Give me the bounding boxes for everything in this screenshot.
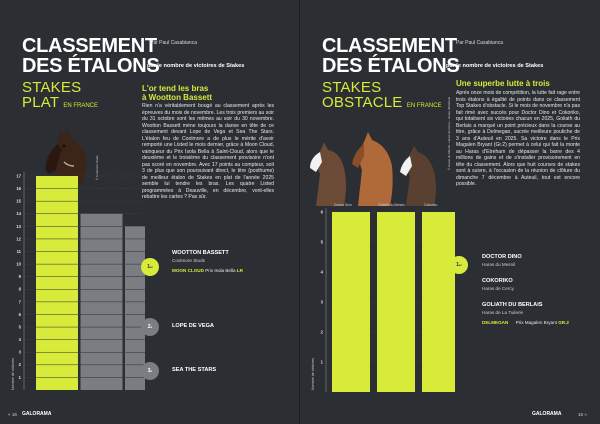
page-num-value: 15 <box>578 412 584 417</box>
footer-brand: GALORAMA <box>532 411 562 417</box>
photo-label-2: Goliath du Berlais <box>378 203 405 207</box>
category-suffix: EN FRANCE <box>63 103 98 109</box>
page-title <box>22 36 159 76</box>
rank-number: 1 <box>147 264 150 270</box>
entry-win-1 <box>172 268 243 273</box>
y-tick-label: 4 <box>18 337 21 343</box>
page-num-value: 16 <box>11 412 17 417</box>
category-label <box>22 80 98 114</box>
rank-badge-1 <box>141 258 159 276</box>
entry-name-1: WOOTTON BASSETT <box>172 250 229 256</box>
category-label <box>322 80 442 114</box>
rank-badge-1 <box>450 256 468 274</box>
subtitle: par le nombre de victoires de Stakes <box>446 63 544 69</box>
horses-group-icon <box>306 122 452 206</box>
y-tick-label: 11 <box>16 248 21 254</box>
y-tick-label: 6 <box>18 311 21 317</box>
title-line-2: DES ÉTALONS <box>22 55 160 77</box>
footer-brand: GALORAMA <box>22 411 52 417</box>
entry-name-3: GOLIATH DU BERLAIS <box>482 302 543 308</box>
entry-stud-3: Haras de La Tuilerie <box>482 310 524 315</box>
category-suffix: EN FRANCE <box>406 103 442 109</box>
entry-name-2: LOPE DE VEGA <box>172 323 214 329</box>
y-tick-label: 4 <box>320 269 323 275</box>
right-page <box>300 0 600 424</box>
win-grade: GR.2 <box>558 320 569 325</box>
headline-line-2: à Wootton Bassett <box>142 92 213 102</box>
win-race: Prix Isola Bella <box>205 268 236 273</box>
entry-stud-2: Haras de Cercy <box>482 286 514 291</box>
bar-goliath-du-berlais <box>422 212 455 392</box>
rank-suffix: e <box>150 369 153 373</box>
y-axis-label: Nombre de victoires <box>11 358 15 390</box>
subtitle: par le nombre de victoires de Stakes <box>147 63 245 69</box>
y-tick-label: 6 <box>320 209 323 215</box>
win-horse: DELMEGAN <box>482 320 509 325</box>
y-tick-label: 9 <box>18 274 21 280</box>
title-line-1: CLASSEMENT <box>322 35 457 57</box>
headline <box>142 85 212 102</box>
byline: Par Paul Casabianca <box>150 40 197 46</box>
horses-photo <box>306 122 452 206</box>
category-line-1: STAKES <box>322 79 382 96</box>
rank-number: 1 <box>456 262 459 268</box>
bar-doctor-dino <box>332 212 370 392</box>
y-tick-label: 2 <box>18 362 21 368</box>
category-line-2: PLAT <box>22 94 59 111</box>
y-tick-label: 7 <box>18 299 21 305</box>
bar-cokoriko <box>377 212 415 392</box>
y-tick-label: 13 <box>16 223 21 229</box>
rank-number: 3 <box>147 368 151 374</box>
y-axis-label: Nombre de victoires <box>311 358 315 390</box>
y-tick-label: 1 <box>320 359 323 365</box>
y-tick-label: 12 <box>16 236 21 242</box>
rank-suffix: er <box>149 265 153 269</box>
article-body: Rien n'a véritablement bougé au classement après les épreuves du mois de novembre. Les trois premiers au soir du 31 octobre sont les mêmes au soir du 30 novembre. Wootton Bassett mène toujours la danse en tête de ce classement devant Lope de Vega et Sea The Stars. L'étalon feu de Coolmore a de plus le mérite d'avoir remporté une Listed le mois dernier, grâce à Moon Cloud, vainqueur du Prix Isola Bella à Saint-Cloud, alors que le deuxième et le troisième du classement provisoire n'ont pas scoré en novembre. Avec 17 points au compteur, soit 3 de plus que son poursuivant direct, le titre (posthume) de meilleur étalon de Stakes en plat de l'année 2025 semble lui tendre les bras. Les quatre Listed programmées à Deauville, en décembre, vont-elles rebattre les cartes ? Pas sûr. <box>142 103 274 200</box>
category-line-2: OBSTACLE <box>322 94 403 111</box>
rank-number: 2 <box>147 324 151 330</box>
rank-badge-3 <box>141 362 159 380</box>
entry-name-3: SEA THE STARS <box>172 367 217 373</box>
title-line-2: DES ÉTALONS <box>322 55 460 77</box>
entry-stud-1: Coolmore Studs <box>172 258 205 263</box>
stakes-plat-chart <box>10 168 145 393</box>
y-tick-label: 14 <box>16 211 21 217</box>
article-body: Après onze mois de compétition, la lutte fait rage entre trois étalons à égalité de points dans ce classement Top Stakes d'obstacle. Si le mois de novembre n'a pas fait rimé avec succès pour Doctor Dino et Cokoriko, qui totalisent six victoires chacun en 2025, Goliath du Berlais a marqué un point précieux dans la course au titre, grâce à Delmegan, sacrée meilleure pouliche de 3 ans d'Auteuil en 2025. Sa victoire dans le Prix Magalen Bryant (Gr.2) permet à celui qui fait la monte au Haras d'Etreham de dépasser la barre des 4 millions de gains et de s'installer provisoirement en tête du classement. Alors que huit courses de stakes sont à suivre, à l'occasion de la réunion de clôture du dimanche 7 décembre à Auteuil, tout est encore possible. <box>456 90 580 187</box>
category-line-1: STAKES <box>22 79 82 96</box>
entry-win-3 <box>482 320 569 325</box>
y-tick-label: 3 <box>320 299 323 305</box>
bar-wootton-bassett <box>36 176 78 390</box>
page-number: « 16 <box>8 412 17 417</box>
y-tick-label: 1 <box>18 374 21 380</box>
y-tick-label: 17 <box>16 173 21 179</box>
y-tick-label: 3 <box>18 349 21 355</box>
rank-suffix: er <box>458 263 462 267</box>
y-tick-label: 5 <box>18 324 21 330</box>
y-tick-label: 10 <box>16 261 21 267</box>
photo-label-1: Doctor Dino <box>334 203 352 207</box>
photo-credit: © Coolmore Studs <box>95 155 99 180</box>
photo-label-3: Cokoriko <box>424 203 438 207</box>
byline: Par Paul Casabianca <box>456 40 503 46</box>
y-tick-label: 2 <box>320 329 323 335</box>
rank-badge-2 <box>141 318 159 336</box>
y-tick-label: 5 <box>320 239 323 245</box>
entry-stud-1: Haras du Mesnil <box>482 262 516 267</box>
y-tick-label: 15 <box>16 198 21 204</box>
stakes-obstacle-chart <box>310 204 455 394</box>
win-grade: LR <box>236 268 243 273</box>
win-horse: MOON CLOUD <box>172 268 204 273</box>
y-tick-label: 16 <box>16 185 21 191</box>
rank-suffix: e <box>150 325 153 329</box>
headline-line-1: L'or tend les bras <box>142 84 209 93</box>
win-race: Prix Magalen Bryant <box>515 320 557 325</box>
photo-credit: © Haras du Mesnil - Haras de Cercy - Haras d'Etreham <box>447 96 451 170</box>
headline: Une superbe lutte à trois <box>456 79 550 88</box>
page-number: 15 » <box>578 412 587 417</box>
title-line-1: CLASSEMENT <box>22 35 157 57</box>
page-title <box>322 36 459 76</box>
entry-name-1: DOCTOR DINO <box>482 254 522 260</box>
y-tick-label: 8 <box>18 286 21 292</box>
entry-name-2: COKORIKO <box>482 278 513 284</box>
